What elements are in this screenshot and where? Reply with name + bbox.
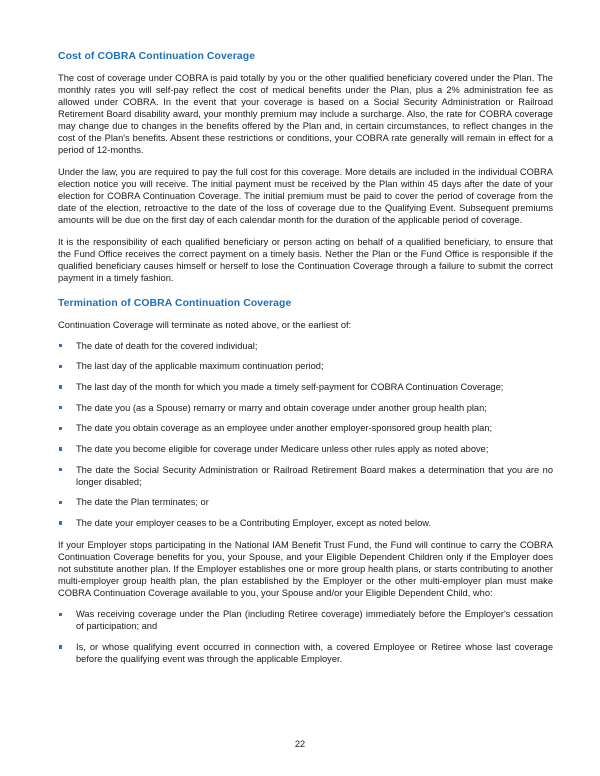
list-item-text: The last day of the applicable maximum continuation period; (76, 361, 324, 372)
list-item-text: The date the Social Security Administration or Railroad Retirement Board makes a determination that you are no longer disabled; (76, 464, 553, 487)
bullet-square-icon (59, 406, 62, 409)
list-item (58, 464, 553, 488)
bullet-square-icon (59, 385, 62, 388)
list-item (58, 496, 553, 508)
list-item (58, 517, 553, 529)
list-item (58, 608, 553, 632)
paragraph-cost-of-coverage: The cost of coverage under COBRA is paid totally by you or the other qualified beneficiary covered under the Plan. The monthly rates you will self-pay reflect the cost of medical benefits under the Plan, plus a 2% administration fee as allowed under COBRA. In the event that your coverage is based on a Social Security Administration or Railroad Retirement Board disability award, your monthly premium may include a surcharge. Also, the rate for COBRA coverage may change due to changes in the benefits offered by the Plan and, in certain circumstances, to reflect changes in the cost of the Plan's benefits. Absent these restrictions or conditions, your COBRA rate generally will remain in effect for a period of 12-months. (58, 73, 553, 156)
bullet-square-icon (59, 447, 62, 450)
bullet-square-icon (59, 521, 62, 524)
bullet-square-icon (59, 427, 62, 430)
bullet-square-icon (59, 501, 62, 504)
list-item (58, 360, 553, 372)
list-item-text: Was receiving coverage under the Plan (including Retiree coverage) immediately before the Employer's cessation of participation; and (76, 609, 553, 632)
paragraph-beneficiary-responsibility: It is the responsibility of each qualified beneficiary or person acting on behalf of a qualified beneficiary, to ensure that the Fund Office receives the correct payment on a timely basis. Nether the Plan or the Fund Office is responsible if the qualified beneficiary causes himself or herself to lose the Continuation Coverage through a failure to submit the correct payment in a timely fashion. (58, 236, 553, 283)
page-number: 22 (294, 739, 306, 749)
list-item-text: The date the Plan terminates; or (76, 497, 209, 508)
list-item-text: The date you obtain coverage as an employee under another employer-sponsored group health plan; (76, 423, 493, 434)
list-item (58, 422, 553, 434)
list-item (58, 641, 553, 665)
bullet-square-icon (59, 613, 62, 616)
list-item-text: The date of death for the covered individual; (76, 340, 258, 351)
list-item-text: The date you become eligible for coverage under Medicare unless other rules apply as noted above; (76, 444, 489, 454)
section-heading-cost-of-cobra: Cost of COBRA Continuation Coverage (58, 51, 256, 62)
list-item (58, 381, 553, 393)
page-content (58, 50, 553, 675)
list-item (58, 443, 553, 455)
eligibility-conditions-list (58, 608, 553, 665)
bullet-square-icon (59, 344, 62, 347)
list-item (58, 402, 553, 414)
list-item-text: Is, or whose qualifying event occurred in connection with, a covered Employee or Retiree whose last coverage before the qualifying event was through the applicable Employer. (76, 641, 553, 664)
list-item-text: The date you (as a Spouse) remarry or marry and obtain coverage under another group health plan; (76, 402, 487, 413)
section-heading-termination-of-cobra: Termination of COBRA Continuation Coverage (58, 297, 292, 309)
list-item-text: The date your employer ceases to be a Contributing Employer, except as noted below. (76, 517, 432, 528)
paragraph-termination-lead-in: Continuation Coverage will terminate as noted above, or the earliest of: (58, 319, 352, 330)
paragraph-payment-requirements: Under the law, you are required to pay the full cost for this coverage. More details are included in the individual COBRA election notice you will receive. The initial payment must be received by the Plan within 45 days after the date of your election for COBRA Continuation Coverage. The initial premium must be paid to cover the period of coverage from the date of the election, retroactive to the date of the loss of coverage due to the Qualifying Event. Subsequent premiums amounts will be due on the first day of each calendar month for the duration of the applicable period of coverage. (58, 166, 553, 226)
bullet-square-icon (59, 645, 62, 648)
bullet-square-icon (59, 468, 62, 471)
list-item-text: The last day of the month for which you made a timely self-payment for COBRA Continuation Coverage; (76, 382, 504, 393)
list-item (58, 340, 553, 352)
paragraph-employer-cessation: If your Employer stops participating in the National IAM Benefit Trust Fund, the Fund will continue to carry the COBRA Continuation Coverage benefits for you, your Spouse, and your Eligible Dependent Children only if the Employer does not substitute another plan. If the Employer establishes one or more group health plans, or starts contributing to another multi-employer group health plan, the plan established by the Employer or the other multi-employer plan must make COBRA Continuation Coverage available to you, your Spouse and/or your Eligible Dependent Child, who: (58, 539, 553, 598)
termination-conditions-list (58, 340, 553, 529)
bullet-square-icon (59, 365, 62, 368)
